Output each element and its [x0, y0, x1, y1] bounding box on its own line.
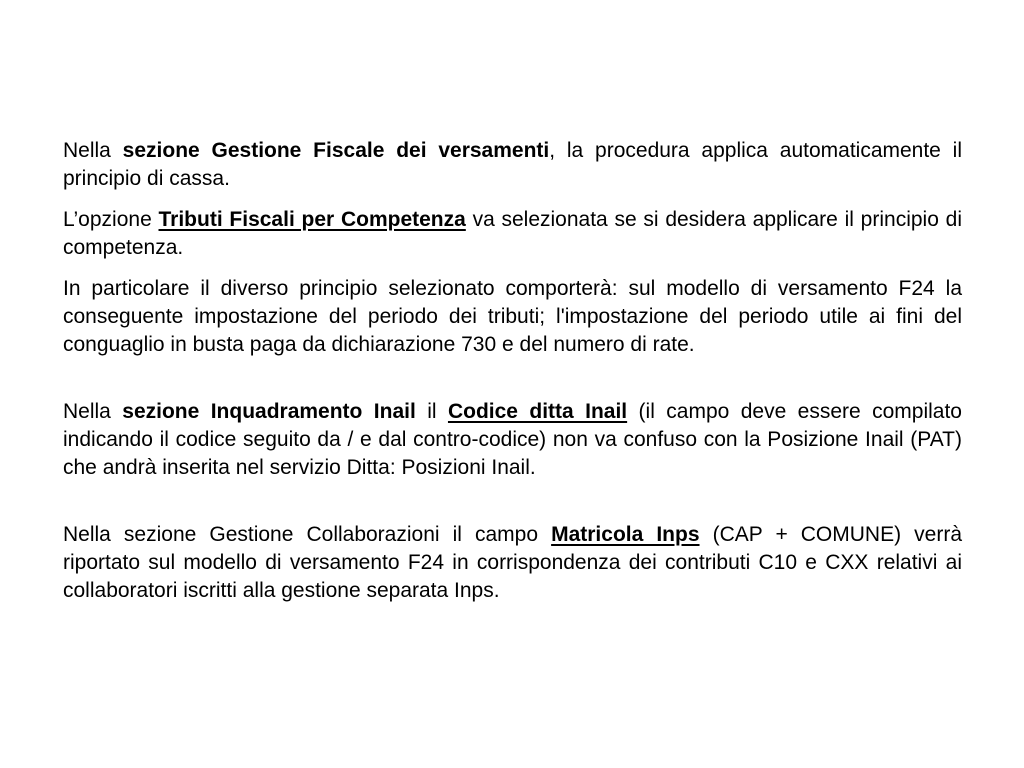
- text-run: Nella: [63, 139, 123, 162]
- text-run: , la procedura applica automaticamente il principio di cassa.: [63, 139, 962, 190]
- text-run: L’opzione: [63, 208, 159, 231]
- text-run: va selezionata se si desidera applicare il principio di competenza.: [63, 208, 962, 259]
- text-run-bold: sezione Gestione Fiscale dei versamenti: [122, 139, 550, 162]
- text-run-bold: sezione Inquadramento Inail: [122, 400, 416, 423]
- text-run: Nella sezione Gestione Collaborazioni il campo: [63, 523, 552, 546]
- text-run: (il campo deve essere compilato indicando il codice seguito da / e dal contro-codice) non va confuso con la Posizione Inail (PAT) che andrà inserita nel servizio Ditta: Posizioni Inail.: [63, 400, 962, 479]
- paragraph-tributi-fiscali-competenza: [63, 206, 962, 262]
- text-run: (CAP + COMUNE) verrà riportato sul modello di versamento F24 in corrispondenza dei contributi C10 e CXX relativi ai collaboratori iscritti alla gestione separata Inps.: [63, 523, 962, 602]
- text-run: il: [415, 400, 448, 423]
- text-run: Nella: [63, 400, 123, 423]
- paragraph-inquadramento-inail: [63, 398, 962, 482]
- paragraph-gestione-collaborazioni: [63, 521, 962, 605]
- paragraph-diverso-principio: [63, 275, 962, 359]
- paragraph-gestione-fiscale-versamenti: [63, 137, 962, 193]
- text-run-bold-underline: Matricola Inps: [551, 523, 700, 546]
- text-run-bold-underline: Tributi Fiscali per Competenza: [158, 208, 466, 231]
- text-run-bold-underline: Codice ditta Inail: [447, 400, 628, 423]
- text-run: In particolare il diverso principio selezionato comporterà: sul modello di versamento F24 la conseguente impostazione del periodo dei tributi; l'impostazione del periodo utile ai fini del conguaglio in busta paga da dichiarazione 730 e del numero di rate.: [63, 277, 962, 356]
